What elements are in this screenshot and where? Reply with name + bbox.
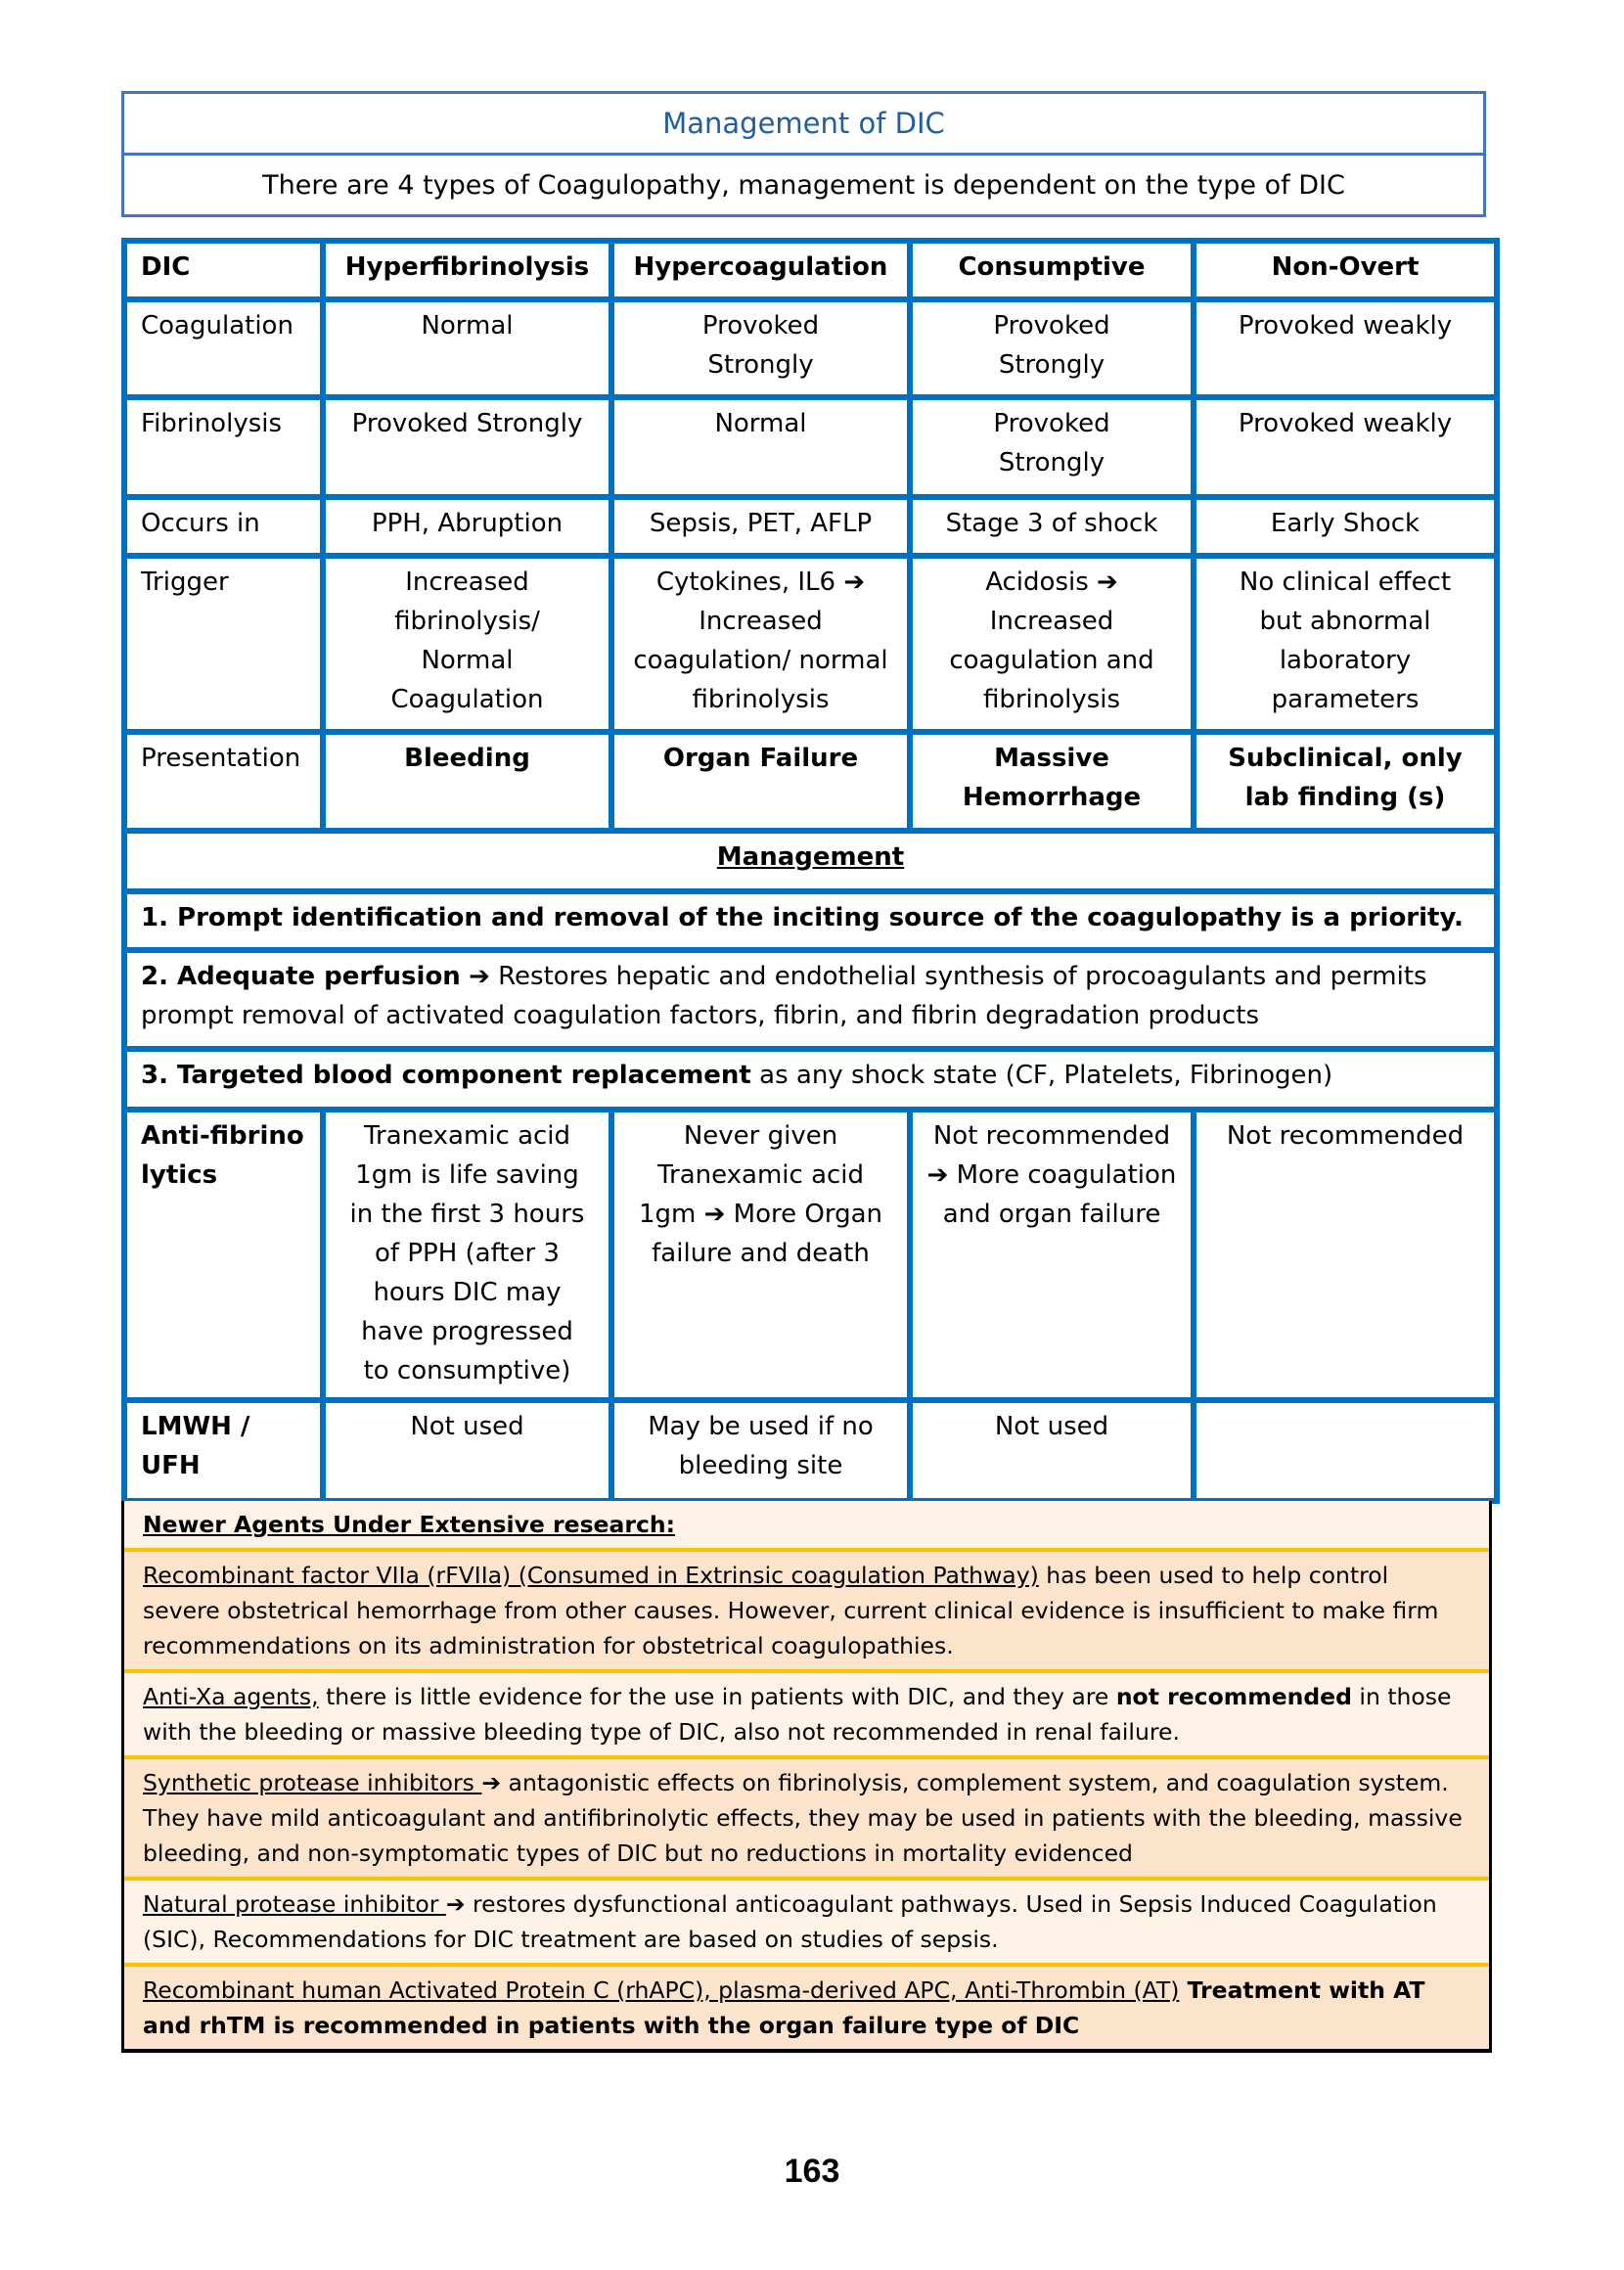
management-point-2 xyxy=(124,950,1497,1049)
management-point-1 xyxy=(124,891,1497,950)
management-point-3-title: 3. Targeted blood component replacement xyxy=(141,1061,751,1090)
table-cell: Provoked weakly xyxy=(1194,397,1497,497)
column-header-hyperfibrinolysis: Hyperfibrinolysis xyxy=(323,241,611,299)
table-cell: Massive Hemorrhage xyxy=(910,732,1194,831)
table-cell: Not recommended xyxy=(1194,1110,1497,1400)
column-header-hypercoagulation: Hypercoagulation xyxy=(611,241,910,299)
table-cell: Not used xyxy=(910,1400,1194,1501)
table-row-trigger xyxy=(124,556,1497,732)
table-cell: Not used xyxy=(323,1400,611,1501)
table-cell: Provoked weakly xyxy=(1194,299,1497,397)
research-item-rhapc xyxy=(124,1967,1489,2049)
column-header-dic: DIC xyxy=(124,241,323,299)
table-cell: Cytokines, IL6 ➔ Increased coagulation/ normal fibrinolysis xyxy=(611,556,910,732)
newer-agents-heading: Newer Agents Under Extensive research: xyxy=(143,1511,675,1538)
table-row-occurs-in xyxy=(124,497,1497,556)
table-row-fibrinolysis xyxy=(124,397,1497,497)
table-cell: May be used if no bleeding site xyxy=(611,1400,910,1501)
arrow-right-icon: ➔ xyxy=(469,962,490,991)
row-label: LMWH / UFH xyxy=(124,1400,323,1501)
table-cell: Acidosis ➔ Increased coagulation and fibrinolysis xyxy=(910,556,1194,732)
table-header-row xyxy=(124,241,1497,299)
table-cell: Increased fibrinolysis/ Normal Coagulation xyxy=(323,556,611,732)
table-cell: Tranexamic acid 1gm is life saving in the first 3 hours of PPH (after 3 hours DIC may have progressed to consumptive) xyxy=(323,1110,611,1400)
research-item-synthetic-protease xyxy=(124,1759,1489,1881)
agent-name: Recombinant human Activated Protein C (rhAPC), plasma-derived APC, Anti-Thrombin (AT) xyxy=(143,1976,1180,2004)
management-heading: Management xyxy=(716,842,905,872)
agent-name: Synthetic protease inhibitors xyxy=(143,1769,482,1796)
row-label: Presentation xyxy=(124,732,323,831)
research-item-natural-protease xyxy=(124,1881,1489,1967)
table-row-lmwh-ufh xyxy=(124,1400,1497,1501)
page-title: Management of DIC xyxy=(124,94,1483,156)
title-box xyxy=(121,91,1486,217)
row-label: Occurs in xyxy=(124,497,323,556)
management-point-1-text: 1. Prompt identification and removal of the inciting source of the coagulopathy is a priority. xyxy=(141,903,1464,932)
column-header-non-overt: Non-Overt xyxy=(1194,241,1497,299)
management-point-3-text: as any shock state (CF, Platelets, Fibrinogen) xyxy=(750,1061,1333,1090)
table-cell: Sepsis, PET, AFLP xyxy=(611,497,910,556)
page-number: 163 xyxy=(784,2153,840,2190)
table-cell: Stage 3 of shock xyxy=(910,497,1194,556)
table-cell: Early Shock xyxy=(1194,497,1497,556)
row-label: Anti-fibrinolytics xyxy=(124,1110,323,1400)
research-item-rfviia xyxy=(124,1552,1489,1673)
row-label: Coagulation xyxy=(124,299,323,397)
table-cell: Provoked Strongly xyxy=(910,299,1194,397)
table-cell xyxy=(1194,1400,1497,1501)
table-row-coagulation xyxy=(124,299,1497,397)
table-cell: Subclinical, only lab finding (s) xyxy=(1194,732,1497,831)
row-label: Trigger xyxy=(124,556,323,732)
table-cell: Never given Tranexamic acid 1gm ➔ More Organ failure and death xyxy=(611,1110,910,1400)
management-point-3 xyxy=(124,1049,1497,1110)
agent-emphasis: Treatment with AT and rhTM is recommended in patients with the organ failure type of DIC xyxy=(143,1976,1425,2039)
table-cell: PPH, Abruption xyxy=(323,497,611,556)
table-cell: Provoked Strongly xyxy=(910,397,1194,497)
management-point-2-title: 2. Adequate perfusion xyxy=(141,962,461,991)
page-subtitle: There are 4 types of Coagulopathy, management is dependent on the type of DIC xyxy=(262,169,1345,201)
table-cell: Not recommended ➔ More coagulation and organ failure xyxy=(910,1110,1194,1400)
agent-description: antagonistic effects on fibrinolysis, complement system, and coagulation system. They have mild anticoagulant and antifibrinolytic effects, they may be used in patients with the bleeding, massive bleeding, and non-symptomatic types of DIC but no reductions in mortality evidenced xyxy=(143,1769,1463,1867)
agent-name: Anti-Xa agents, xyxy=(143,1683,319,1710)
agent-emphasis: not recommended xyxy=(1115,1683,1352,1710)
agent-name: Natural protease inhibitor xyxy=(143,1890,446,1918)
research-item-anti-xa xyxy=(124,1673,1489,1759)
table-cell: Provoked Strongly xyxy=(611,299,910,397)
column-header-consumptive: Consumptive xyxy=(910,241,1194,299)
table-cell: Bleeding xyxy=(323,732,611,831)
table-row-presentation xyxy=(124,732,1497,831)
dic-types-table xyxy=(121,238,1500,1504)
table-cell: Provoked Strongly xyxy=(323,397,611,497)
agent-description-cont: in those with the bleeding or massive bleeding type of DIC, also not recommended in renal failure. xyxy=(143,1683,1452,1746)
table-cell: Normal xyxy=(323,299,611,397)
agent-name: Recombinant factor VIIa (rFVIIa) (Consumed in Extrinsic coagulation Pathway) xyxy=(143,1562,1039,1589)
agent-description: has been used to help control severe obstetrical hemorrhage from other causes. However, current clinical evidence is insufficient to make firm recommendations on its administration for obstetrical coagulopathies. xyxy=(143,1562,1439,1659)
table-cell: No clinical effect but abnormal laboratory parameters xyxy=(1194,556,1497,732)
row-label: Fibrinolysis xyxy=(124,397,323,497)
management-point-2-text: Restores hepatic and endothelial synthesis of procoagulants and permits prompt removal of activated coagulation factors, fibrin, and fibrin degradation products xyxy=(141,962,1427,1030)
management-heading-row xyxy=(124,831,1497,891)
table-cell: Organ Failure xyxy=(611,732,910,831)
agent-description: restores dysfunctional anticoagulant pathways. Used in Sepsis Induced Coagulation (SIC), Recommendations for DIC treatment are based on studies of sepsis. xyxy=(143,1890,1437,1953)
agent-description: there is little evidence for the use in patients with DIC, and they are xyxy=(318,1683,1116,1710)
newer-agents-heading-row xyxy=(124,1501,1489,1552)
newer-agents-panel xyxy=(121,1501,1492,2053)
table-row-anti-fibrinolytics xyxy=(124,1110,1497,1400)
table-cell: Normal xyxy=(611,397,910,497)
arrow-right-icon: ➔ xyxy=(481,1769,502,1796)
arrow-right-icon: ➔ xyxy=(445,1890,466,1918)
